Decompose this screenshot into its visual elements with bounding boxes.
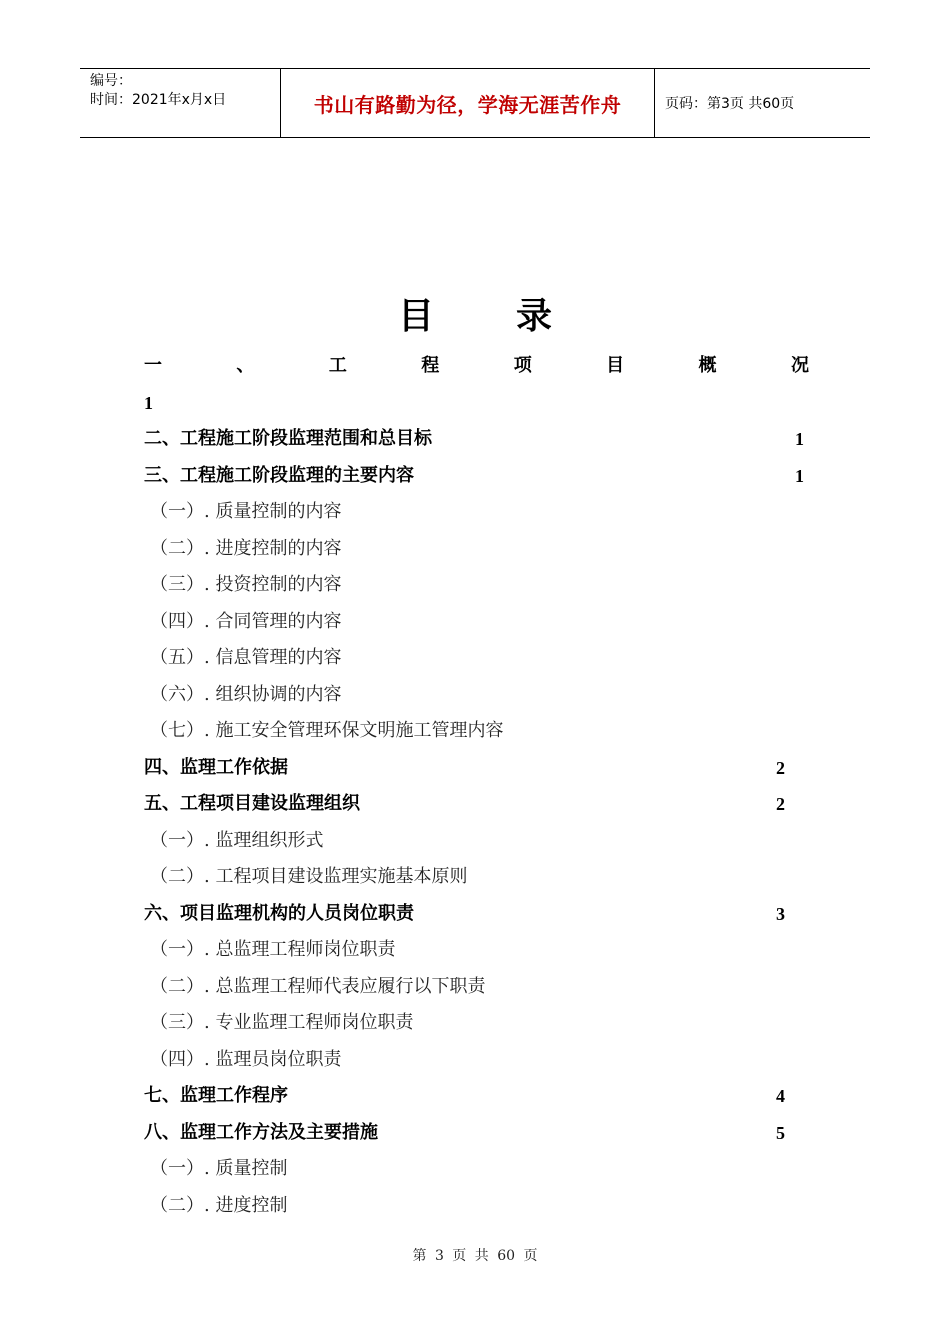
toc-entry-text: （四）. 监理员岗位职责 (150, 1048, 342, 1070)
spread-char: 项 (513, 355, 532, 376)
header-motto: 书山有路勤为径，学海无涯苦作舟 (281, 69, 655, 137)
toc-entry-1-page-row (144, 385, 809, 422)
toc-subentry[interactable] (144, 823, 809, 860)
toc-page-number: 2 (776, 757, 785, 778)
toc-entry-text: （一）. 总监理工程师岗位职责 (150, 939, 396, 960)
toc-entry-text: （三）. 投资控制的内容 (150, 574, 342, 595)
toc-entry-text: 三、工程施工阶段监理的主要内容 (144, 464, 414, 486)
toc-page-number: 1 (144, 392, 153, 413)
header-meta (80, 69, 281, 137)
toc-subentry[interactable] (144, 567, 809, 604)
spread-char: 概 (698, 355, 717, 376)
title-char-2: 录 (516, 296, 553, 337)
page-footer: 第 3 页 共 60 页 (412, 1248, 538, 1264)
toc-subentry[interactable] (144, 713, 809, 750)
toc-subentry[interactable] (144, 640, 809, 677)
toc-entry-text: （二）. 进度控制 (150, 1194, 288, 1216)
header-page-info: 页码：第3页 共60页 (665, 96, 795, 112)
toc-page-number: 5 (776, 1122, 785, 1143)
toc-page-number: 1 (795, 429, 804, 449)
toc-entry[interactable] (144, 1078, 809, 1115)
number-label: 编号： (90, 73, 132, 89)
toc-entry-text: 七、监理工作程序 (144, 1085, 288, 1106)
toc-entry-text: 八、监理工作方法及主要措施 (144, 1121, 378, 1143)
toc-subentry[interactable] (144, 969, 809, 1006)
toc-entry-text: （五）. 信息管理的内容 (150, 647, 342, 668)
toc-page-number: 1 (795, 465, 804, 486)
toc-entry-text: （三）. 专业监理工程师岗位职责 (150, 1012, 414, 1033)
toc-entry[interactable] (144, 786, 809, 823)
toc-entry-text: （二）. 总监理工程师代表应履行以下职责 (150, 975, 486, 997)
toc-subentry[interactable] (144, 1151, 809, 1188)
toc-entry-text: （一）. 监理组织形式 (150, 829, 324, 851)
toc-entry-text: 四、监理工作依据 (144, 756, 288, 778)
toc-entry-text: （七）. 施工安全管理环保文明施工管理内容 (150, 720, 504, 741)
toc-entry[interactable] (144, 896, 809, 933)
spread-char: 程 (421, 355, 440, 376)
table-of-contents (144, 348, 809, 1224)
toc-subentry[interactable] (144, 1188, 809, 1225)
toc-subentry[interactable] (144, 932, 809, 969)
toc-entry-text: （六）. 组织协调的内容 (150, 683, 342, 705)
toc-title (0, 288, 950, 339)
toc-page-number: 3 (776, 903, 785, 924)
toc-entry[interactable] (144, 421, 809, 458)
toc-subentry[interactable] (144, 677, 809, 714)
toc-entry-text: （四）. 合同管理的内容 (150, 610, 342, 632)
spread-char: 目 (606, 355, 625, 376)
spread-char: 、 (236, 355, 255, 376)
spread-char: 工 (328, 355, 347, 376)
toc-entry[interactable] (144, 750, 809, 787)
page-header (80, 68, 870, 138)
toc-entry-1-spread[interactable] (144, 348, 809, 385)
date-label: 时间：2021年x月x日 (90, 92, 227, 108)
toc-page-number: 4 (776, 1086, 785, 1106)
toc-entry[interactable] (144, 1115, 809, 1152)
toc-entry-text: （一）. 质量控制的内容 (150, 501, 342, 522)
toc-entry-text: 二、工程施工阶段监理范围和总目标 (144, 428, 432, 449)
toc-entry-text: 六、项目监理机构的人员岗位职责 (144, 902, 414, 924)
toc-entry-text: 五、工程项目建设监理组织 (144, 793, 360, 814)
toc-entry-text: （二）. 工程项目建设监理实施基本原则 (150, 866, 468, 887)
toc-entry-text: （二）. 进度控制的内容 (150, 537, 342, 559)
title-char-1: 目 (397, 296, 434, 337)
toc-subentry[interactable] (144, 531, 809, 568)
toc-subentry[interactable] (144, 494, 809, 531)
spread-char: 一 (144, 355, 162, 376)
toc-page-number: 2 (776, 794, 785, 814)
spread-char: 况 (790, 355, 809, 376)
toc-subentry[interactable] (144, 1042, 809, 1079)
toc-subentry[interactable] (144, 859, 809, 896)
toc-items (144, 421, 809, 1224)
toc-entry[interactable] (144, 458, 809, 495)
toc-entry-text: （一）. 质量控制 (150, 1158, 288, 1179)
toc-subentry[interactable] (144, 604, 809, 641)
toc-subentry[interactable] (144, 1005, 809, 1042)
